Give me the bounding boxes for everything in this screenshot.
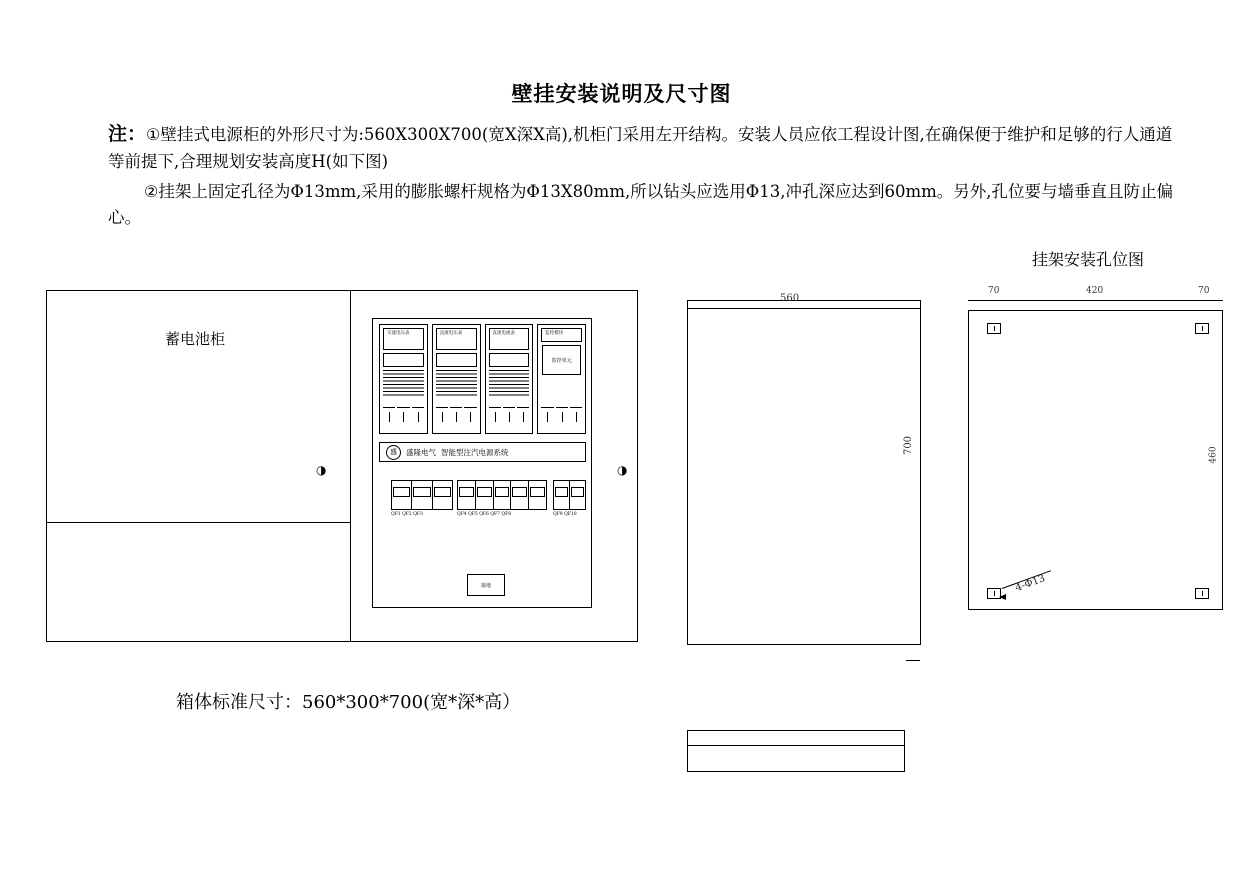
meter-2-label: 直流电压表 (439, 331, 463, 336)
meter-3 (485, 324, 534, 434)
breaker-cell[interactable] (476, 481, 494, 509)
meter-2-button-b[interactable] (450, 407, 462, 429)
side-view-tick (906, 660, 920, 661)
meter-1-label: 交流电压表 (387, 331, 410, 336)
breaker-group-2-label: QF4 QF5 QF6 QF7 QF8 (457, 512, 512, 517)
meter-3-buttons (489, 407, 530, 429)
bracket-dim-center: 420 (1086, 286, 1104, 296)
meter-4-button-a[interactable] (541, 407, 553, 429)
meter-2-vents (436, 370, 477, 398)
notes-label: 注： (108, 123, 147, 145)
meter-3-button-b[interactable] (503, 407, 515, 429)
breaker-cell[interactable] (511, 481, 529, 509)
meter-4 (537, 324, 586, 434)
breaker-group-1-label: QF1 QF2 QF3 (391, 512, 423, 517)
breaker-group-2 (457, 480, 547, 510)
base-plate-inner-line (687, 745, 905, 746)
breaker-block (391, 480, 586, 528)
note-1-marker: ① (146, 125, 161, 144)
meter-4-button-c[interactable] (570, 407, 582, 429)
bracket-dim-right: 70 (1198, 286, 1210, 296)
mounting-hole-top-right (1195, 323, 1209, 334)
page-title: 壁挂安装说明及尺寸图 (511, 81, 732, 106)
meter-1-subdisplay (383, 353, 424, 367)
note-2-text: 挂架上固定孔径为Φ13mm,采用的膨胀螺杆规格为Φ13X80mm,所以钻头应选用Φ13,冲孔深应达到60mm。另外,孔位要与墙垂直且防止偏心。 (108, 182, 1174, 227)
battery-cabinet-label: 蓄电池柜 (165, 330, 226, 348)
cabinet-side-view (687, 300, 921, 645)
meter-3-vents (489, 370, 530, 398)
meter-2-button-a[interactable] (436, 407, 448, 429)
breaker-cell[interactable] (392, 481, 412, 509)
meter-1-button-a[interactable] (383, 407, 395, 429)
breaker-cell[interactable] (494, 481, 512, 509)
meter-2-buttons (436, 407, 477, 429)
base-plate-view (687, 730, 905, 772)
company-logo-icon: 盛 (386, 445, 401, 460)
meter-1-button-c[interactable] (412, 407, 424, 429)
meter-3-display (489, 328, 530, 350)
breaker-cell[interactable] (412, 481, 432, 509)
meter-4-button-b[interactable] (556, 407, 568, 429)
width-dimension-label: 560 (780, 293, 800, 304)
meter-4-screen: 监控单元 (542, 345, 581, 375)
meter-1-vents (383, 370, 424, 398)
cabinet-door-divider (350, 290, 351, 642)
meter-2 (432, 324, 481, 434)
bracket-dimension-line (968, 300, 1223, 301)
note-item-1 (108, 120, 1176, 175)
hole-callout-arrow-icon (999, 594, 1006, 600)
hole-callout-label: 4-Φ13 (1014, 573, 1047, 594)
meter-4-display (541, 328, 582, 342)
meter-2-subdisplay (436, 353, 477, 367)
meter-4-label: 监控模块 (545, 331, 564, 336)
breaker-cell[interactable] (529, 481, 546, 509)
ground-terminal-box: 接地 (467, 574, 505, 596)
bracket-height-dimension-label: 460 (1208, 446, 1219, 464)
meter-3-label: 直流电流表 (492, 331, 515, 336)
breaker-cell[interactable] (433, 481, 452, 509)
mounting-hole-bottom-right (1195, 588, 1209, 599)
breaker-cell[interactable] (458, 481, 476, 509)
breaker-cell[interactable] (554, 481, 570, 509)
note-2-marker: ② (144, 182, 159, 201)
width-dimension-line (687, 308, 921, 309)
bracket-dim-left: 70 (988, 286, 1000, 296)
brand-bar (379, 442, 586, 462)
meter-1 (379, 324, 428, 434)
door-handle-right-icon: ◑ (617, 463, 628, 477)
breaker-group-3 (553, 480, 586, 510)
note-item-2 (108, 179, 1176, 230)
meter-1-buttons (383, 407, 424, 429)
meter-3-button-c[interactable] (517, 407, 529, 429)
breaker-group-3-label: QF9 QF10 (553, 512, 577, 517)
meter-2-button-c[interactable] (464, 407, 476, 429)
meter-3-subdisplay (489, 353, 530, 367)
meter-4-buttons (541, 407, 582, 429)
meter-2-display (436, 328, 477, 350)
battery-compartment-divider (46, 522, 351, 523)
bracket-drawing-title: 挂架安装孔位图 (1032, 250, 1145, 269)
company-name: 盛隆电气 (406, 447, 436, 457)
product-name: 智能型注汽电源系统 (441, 447, 509, 457)
note-1-text: 壁挂式电源柜的外形尺寸为:560X300X700(宽X深X高),机柜门采用左开结构。安装人员应依工程设计图,在确保便于维护和足够的行人通道等前提下,合理规划安装高度H(如下图) (108, 125, 1173, 172)
breaker-group-1 (391, 480, 453, 510)
mounting-hole-top-left (987, 323, 1001, 334)
meter-1-button-b[interactable] (397, 407, 409, 429)
door-handle-left-icon: ◑ (316, 463, 327, 477)
standard-size-caption: 箱体标准尺寸：560*300*700(宽*深*高） (176, 692, 521, 713)
meter-row (379, 324, 586, 434)
breaker-cell[interactable] (570, 481, 585, 509)
height-dimension-label: 700 (903, 435, 915, 456)
notes-block (108, 120, 1176, 230)
meter-1-display (383, 328, 424, 350)
meter-3-button-a[interactable] (489, 407, 501, 429)
bracket-outline (968, 310, 1223, 610)
